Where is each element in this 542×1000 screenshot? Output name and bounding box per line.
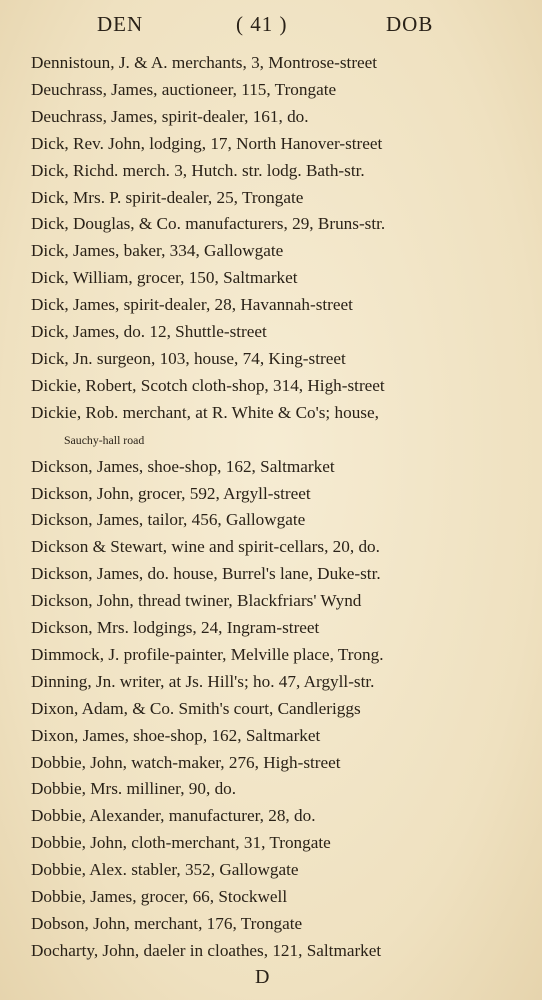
directory-entry: Dennistoun, J. & A. merchants, 3, Montrose-street	[31, 53, 378, 72]
directory-entry: Dick, Richd. merch. 3, Hutch. str. lodg. Bath-str.	[31, 160, 365, 180]
directory-entry: Deuchrass, James, spirit-dealer, 161, do.	[31, 106, 309, 126]
directory-entry: Dobbie, Alex. stabler, 352, Gallowgate	[31, 860, 299, 880]
directory-entry: Dimmock, J. profile-painter, Melville place, Trong.	[31, 644, 384, 664]
directory-entry: Dick, Jn. surgeon, 103, house, 74, King-street	[31, 348, 346, 368]
directory-entry-continuation: Sauchy-hall road	[64, 432, 145, 447]
running-header	[0, 12, 542, 42]
directory-entry: Dickson, John, grocer, 592, Argyll-street	[31, 483, 311, 503]
directory-entry: Dick, James, do. 12, Shuttle-street	[31, 322, 267, 342]
directory-entry: Dick, James, baker, 334, Gallowgate	[31, 241, 284, 261]
directory-entry: Dinning, Jn. writer, at Js. Hill's; ho. 47, Argyll-str.	[31, 671, 375, 691]
directory-entry: Dickson & Stewart, wine and spirit-cellars, 20, do.	[31, 537, 380, 557]
directory-entry: Dickie, Robert, Scotch cloth-shop, 314, High-street	[31, 375, 385, 395]
page-number: ( 41 )	[236, 12, 288, 36]
directory-entry: Dobbie, John, cloth-merchant, 31, Trongate	[31, 833, 331, 853]
directory-entry: Dobson, John, merchant, 176, Trongate	[31, 914, 303, 933]
directory-entry: Dick, Rev. John, lodging, 17, North Hanover-street	[31, 133, 383, 153]
directory-entry: Dickson, James, do. house, Burrel's lane, Duke-str.	[31, 564, 381, 584]
directory-entry: Dobbie, Alexander, manufacturer, 28, do.	[31, 806, 316, 826]
directory-entry: Deuchrass, James, auctioneer, 115, Trongate	[31, 79, 337, 99]
directory-entries	[31, 50, 531, 965]
directory-entry: Dobbie, James, grocer, 66, Stockwell	[31, 887, 288, 907]
directory-entry: Dobbie, John, watch-maker, 276, High-street	[31, 752, 341, 772]
directory-entry: Dixon, James, shoe-shop, 162, Saltmarket	[31, 725, 321, 745]
signature-mark: D	[255, 966, 270, 988]
directory-entry: Dixon, Adam, & Co. Smith's court, Candleriggs	[31, 698, 361, 718]
directory-entry: Dick, Douglas, & Co. manufacturers, 29, Bruns-str.	[31, 214, 386, 234]
directory-entry: Dickson, James, shoe-shop, 162, Saltmarket	[31, 456, 335, 476]
directory-entry: Dickson, James, tailor, 456, Gallowgate	[31, 510, 306, 530]
directory-entry: Dick, Mrs. P. spirit-dealer, 25, Trongate	[31, 187, 304, 207]
directory-entry: Dickson, John, thread twiner, Blackfriars' Wynd	[31, 591, 362, 611]
header-catchword-right: DOB	[386, 12, 434, 36]
directory-entry: Dick, James, spirit-dealer, 28, Havannah-street	[31, 295, 353, 315]
directory-entry: Dickie, Rob. merchant, at R. White & Co's; house,	[31, 402, 379, 422]
directory-entry: Dick, William, grocer, 150, Saltmarket	[31, 268, 298, 288]
directory-entry: Docharty, John, daeler in cloathes, 121, Saltmarket	[31, 940, 382, 960]
directory-entry: Dobbie, Mrs. milliner, 90, do.	[31, 779, 237, 799]
directory-entry: Dickson, Mrs. lodgings, 24, Ingram-street	[31, 618, 320, 638]
header-catchword-left: DEN	[97, 12, 144, 36]
